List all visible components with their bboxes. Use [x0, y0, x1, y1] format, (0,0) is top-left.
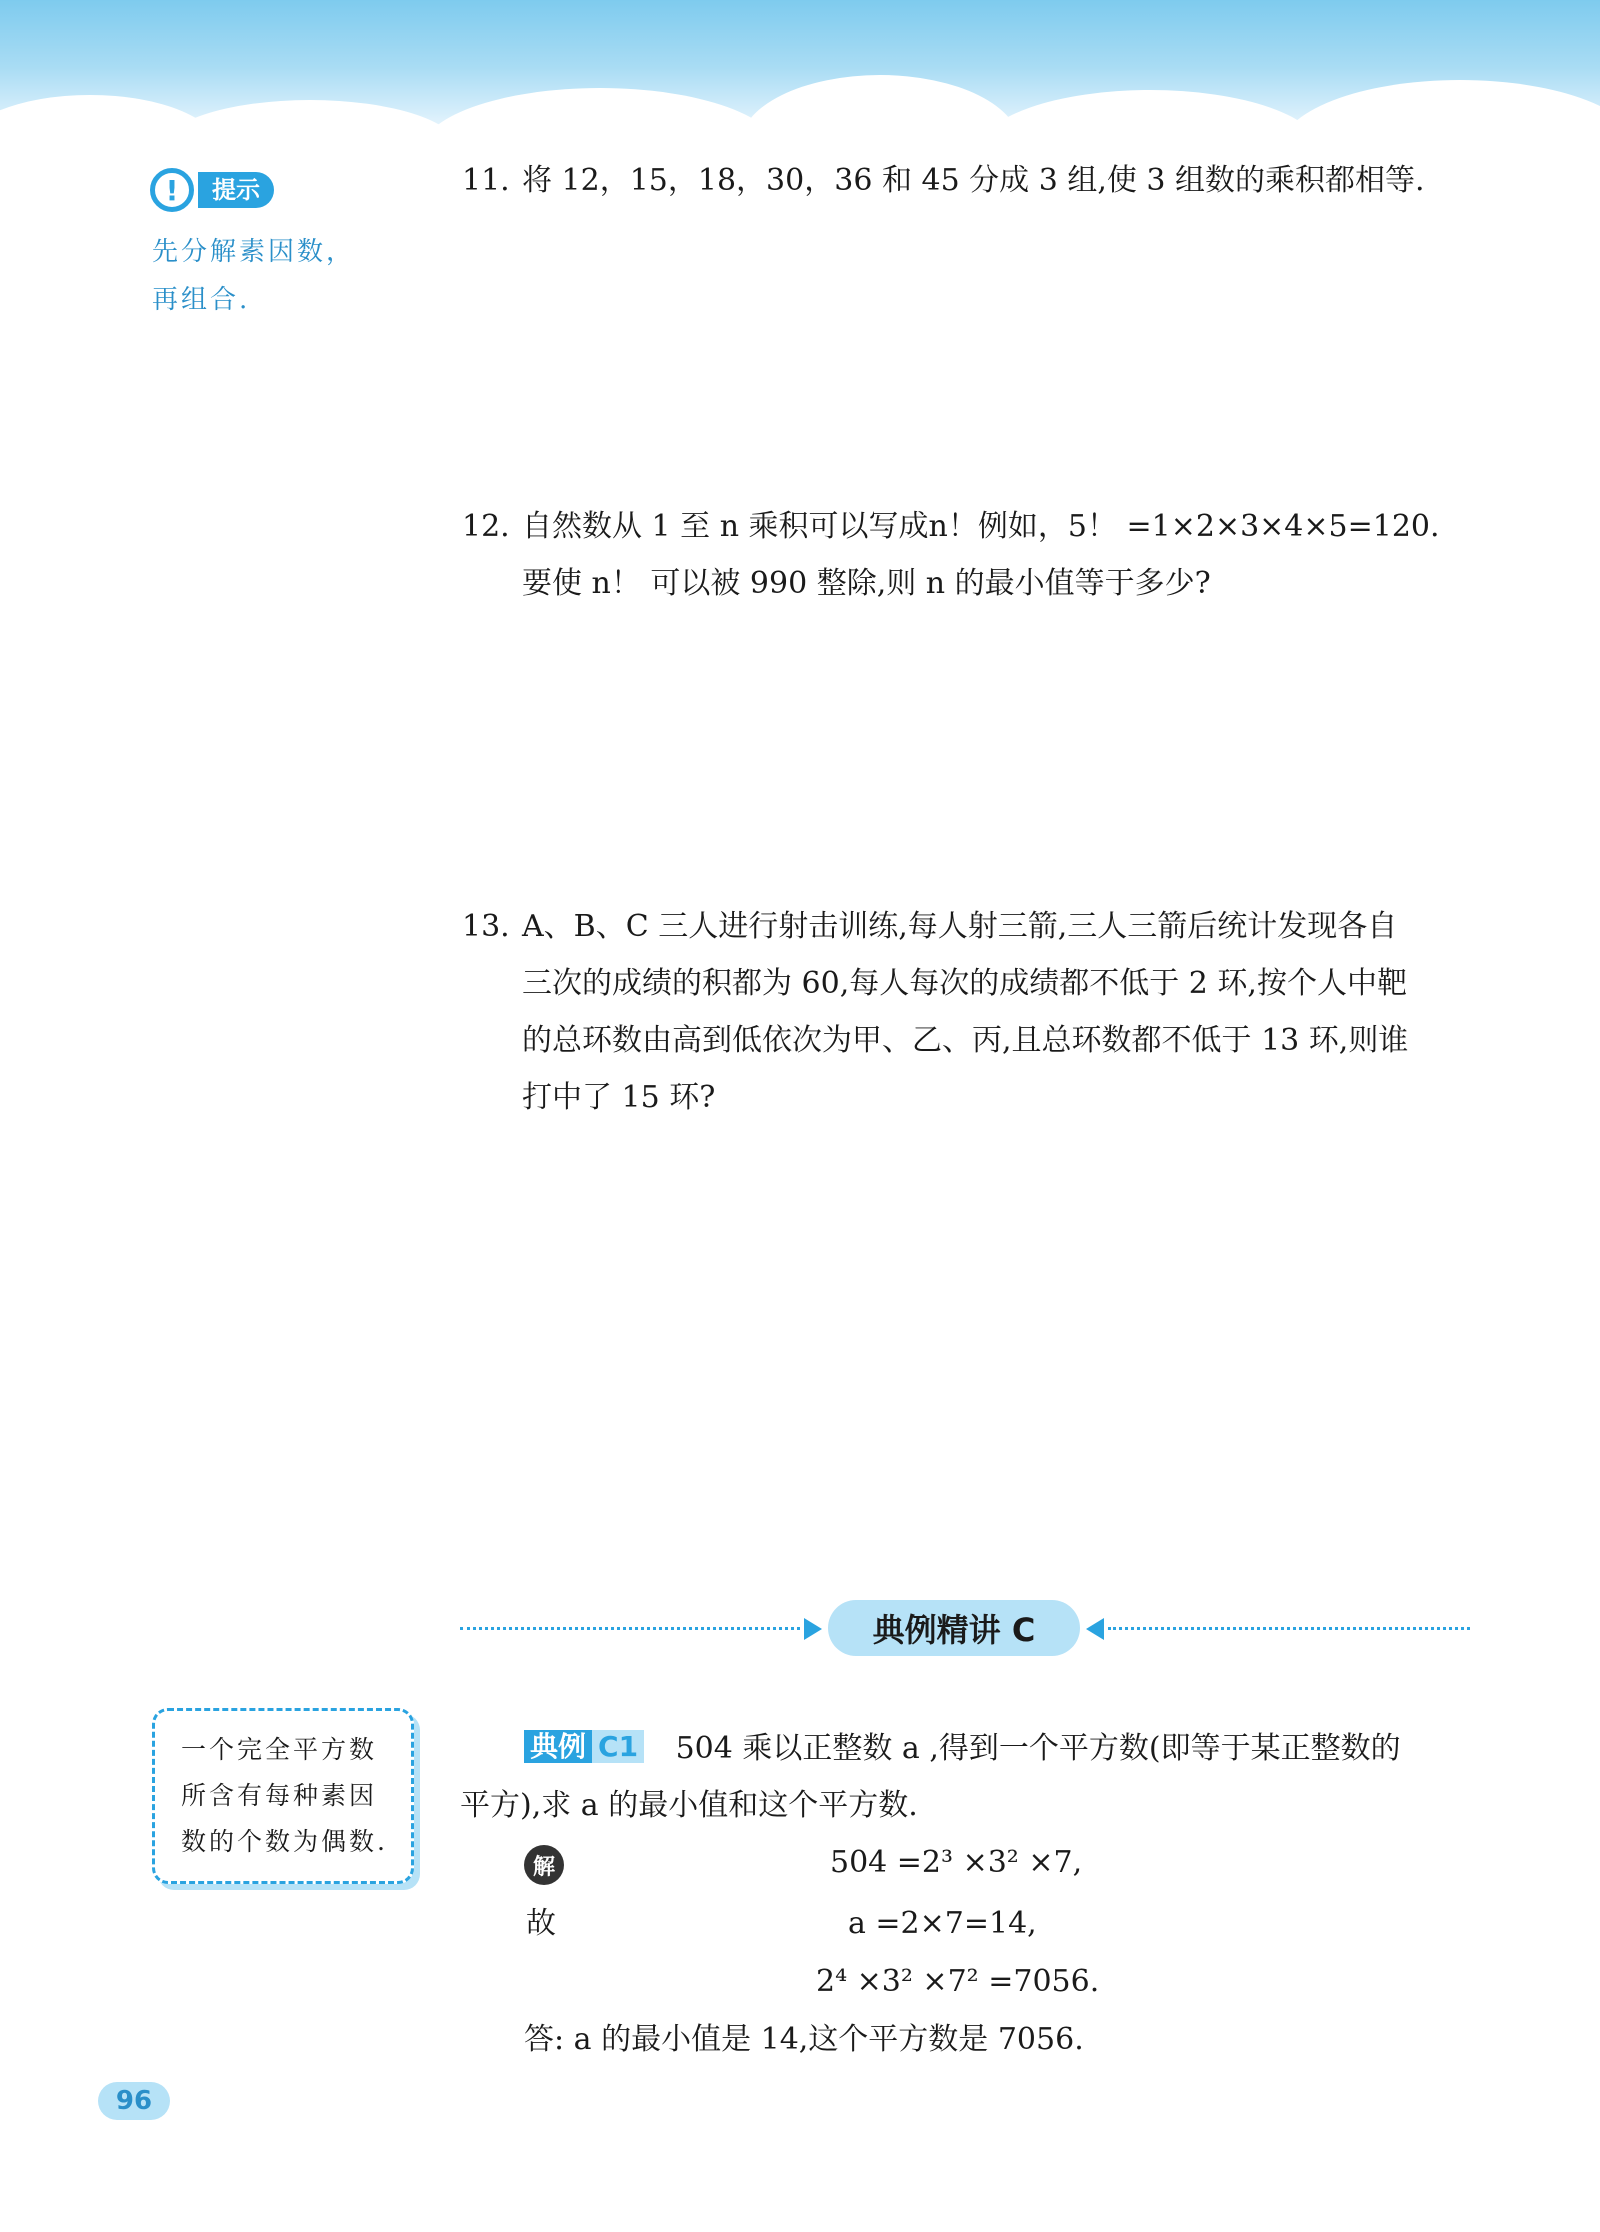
problem-number: 12.	[462, 509, 510, 544]
problem-12	[462, 498, 1472, 612]
problem-number: 11.	[462, 163, 510, 198]
hint-label: 提示	[198, 172, 274, 208]
dotted-divider	[460, 1627, 800, 1630]
equation-3: 2⁴ ×3² ×7² =7056.	[816, 1964, 1100, 1999]
problem-text-line-2: 要使 n！ 可以被 990 整除,则 n 的最小值等于多少?	[522, 566, 1211, 601]
cloud-shape	[160, 100, 460, 150]
cloud-shape	[420, 88, 780, 150]
example-tag	[524, 1728, 644, 1766]
problem-13	[462, 898, 1472, 1126]
example-tag-code: C1	[592, 1730, 644, 1763]
note-line-2: 所含有每种素因	[181, 1781, 378, 1810]
equation-1: 504 =2³ ×3² ×7,	[830, 1845, 1083, 1880]
arrow-left-icon	[1086, 1618, 1104, 1640]
arrow-right-icon	[804, 1618, 822, 1640]
hint-text	[152, 228, 382, 324]
problem-number: 13.	[462, 909, 510, 944]
hint-line-2: 再组合.	[152, 285, 251, 315]
problem-text-line-1: 自然数从 1 至 n 乘积可以写成n！例如，5！ =1×2×3×4×5=120.	[522, 509, 1440, 544]
section-title: 典例精讲 C	[828, 1600, 1080, 1656]
problem-text: 将 12，15，18，30，36 和 45 分成 3 组,使 3 组数的乘积都相等.	[522, 163, 1425, 198]
problem-text-line-2: 三次的成绩的积都为 60,每人每次的成绩都不低于 2 环,按个人中靶	[522, 966, 1407, 1001]
note-line-3: 数的个数为偶数.	[181, 1827, 388, 1856]
header-sky-band	[0, 0, 1600, 150]
tip-note-box	[152, 1708, 414, 1884]
section-header	[460, 1600, 1470, 1656]
exclamation-icon: !	[150, 168, 194, 212]
hint-line-1: 先分解素因数，	[152, 237, 356, 267]
cloud-shape	[1280, 80, 1600, 150]
dotted-divider	[1108, 1627, 1470, 1630]
example-line-1	[524, 1720, 1475, 1777]
example-text-line-1: 504 乘以正整数 a ,得到一个平方数(即等于某正整数的	[675, 1731, 1401, 1766]
cloud-shape	[980, 90, 1320, 150]
problem-11	[462, 152, 1472, 209]
hint-badge	[150, 168, 274, 212]
problem-text-line-3: 的总环数由高到低依次为甲、乙、丙,且总环数都不低于 13 环,则谁	[522, 1023, 1409, 1058]
problem-text-line-4: 打中了 15 环?	[522, 1080, 716, 1115]
equation-2: a =2×7=14,	[848, 1906, 1037, 1941]
page-number: 96	[98, 2082, 170, 2120]
example-tag-label: 典例	[524, 1730, 592, 1763]
cloud-shape	[740, 75, 1020, 150]
therefore-label: 故	[526, 1906, 556, 1941]
answer-text: 答: a 的最小值是 14,这个平方数是 7056.	[524, 2022, 1084, 2057]
example-c1	[460, 1720, 1475, 1834]
example-text-line-2: 平方),求 a 的最小值和这个平方数.	[460, 1788, 918, 1823]
note-line-1: 一个完全平方数	[181, 1735, 378, 1764]
problem-text-line-1: A、B、C 三人进行射击训练,每人射三箭,三人三箭后统计发现各自	[522, 909, 1398, 944]
solution-badge: 解	[524, 1845, 564, 1885]
